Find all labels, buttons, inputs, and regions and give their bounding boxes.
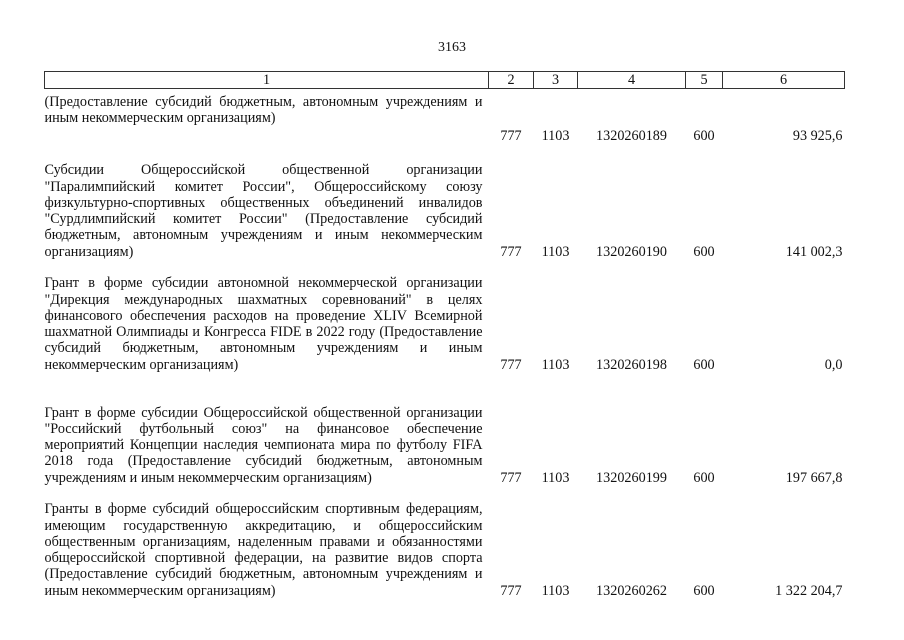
row-description: Гранты в форме субсидий общероссийским спортивным федерациям, имеющим государственную аккредитацию, и общероссийским общественным организациям, наделенным правами и обязанностями общероссийской спортивной федерации, на развитие видов спорта (Предоставление субсидий бюджетным, автономным учреждениям и иным некоммерческим организациям)	[44, 501, 483, 599]
row-amount: 0,0	[824, 356, 843, 373]
page-number: 3163	[438, 40, 466, 55]
row-code-3: 1103	[541, 582, 570, 599]
row-code-2: 777	[500, 582, 522, 599]
row-code-4: 1320260190	[596, 243, 667, 260]
row-code-3: 1103	[541, 469, 570, 486]
row-code-5: 600	[693, 582, 715, 599]
column-header-3: 3	[534, 72, 578, 89]
column-header-4: 4	[578, 72, 686, 89]
table-row	[45, 89, 845, 145]
row-description: Грант в форме субсидии Общероссийской общественной организации "Российский футбольный союз" на финансовое обеспечение мероприятий Концепции наследия чемпионата мира по футболу FIFA 2018 года (Предоставление субсидий бюджетным, автономным учреждениям и иным некоммерческим организациям)	[44, 404, 483, 486]
row-code-3: 1103	[541, 127, 570, 144]
row-code-2: 777	[500, 127, 522, 144]
table-row	[45, 486, 845, 599]
row-code-5: 600	[693, 469, 715, 486]
table-row	[45, 260, 845, 373]
row-code-2: 777	[500, 356, 522, 373]
row-description: (Предоставление субсидий бюджетным, автономным учреждениям и иным некоммерческим организациям)	[44, 94, 483, 127]
table-row	[45, 373, 845, 486]
row-code-2: 777	[500, 469, 522, 486]
row-description: Субсидии Общероссийской общественной организации "Паралимпийский комитет России", Общероссийскому союзу физкультурно-спортивных общественных объединений инвалидов "Сурдлимпийский комитет России" (Предоставление субсидий бюджетным, автономным учреждениям и иным некоммерческим организациям)	[44, 162, 483, 260]
row-amount: 1 322 204,7	[775, 582, 843, 599]
row-code-2: 777	[500, 243, 522, 260]
column-header-1: 1	[45, 72, 489, 89]
row-code-5: 600	[693, 127, 715, 144]
row-code-4: 1320260189	[596, 127, 667, 144]
row-code-3: 1103	[541, 243, 570, 260]
row-description: Грант в форме субсидии автономной некоммерческой организации "Дирекция международных шахматных соревнований" в целях финансового обеспечения расходов на проведение XLIV Всемирной шахматной Олимпиады и Конгресса FIDE в 2022 году (Предоставление субсидий бюджетным, автономным учреждениям и иным некоммерческим организациям)	[44, 275, 483, 373]
row-code-4: 1320260198	[596, 356, 667, 373]
row-code-4: 1320260199	[596, 469, 667, 486]
table-row	[45, 144, 845, 260]
row-code-3: 1103	[541, 356, 570, 373]
budget-table	[44, 71, 845, 599]
column-header-5: 5	[686, 72, 723, 89]
row-code-5: 600	[693, 356, 715, 373]
row-amount: 197 667,8	[785, 469, 843, 486]
row-amount: 93 925,6	[792, 127, 843, 144]
table-header-row	[45, 72, 845, 89]
row-code-4: 1320260262	[596, 582, 667, 599]
row-code-5: 600	[693, 243, 715, 260]
row-amount: 141 002,3	[785, 243, 843, 260]
column-header-2: 2	[489, 72, 534, 89]
column-header-6: 6	[723, 72, 845, 89]
